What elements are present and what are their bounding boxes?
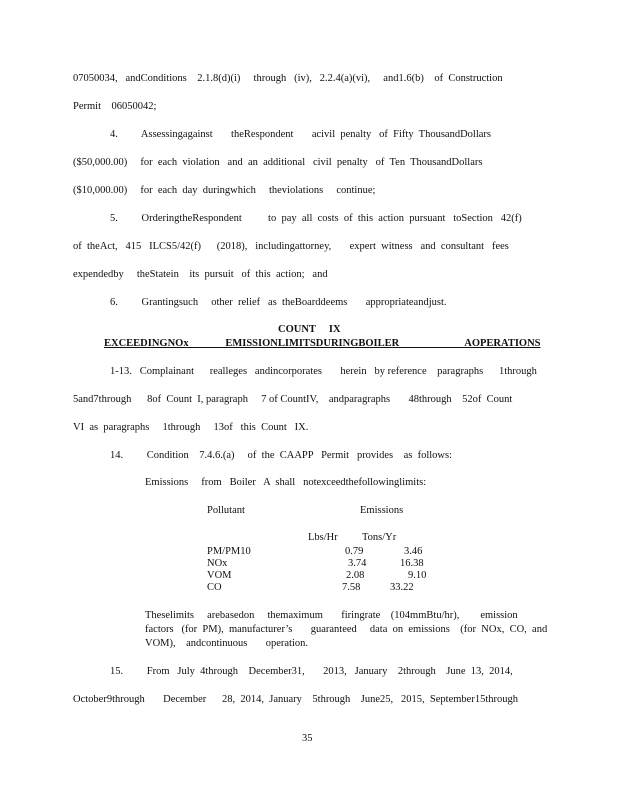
page-number: 35 — [302, 733, 313, 744]
table-cell-pollutant: PM/PM10 — [207, 546, 251, 557]
note-line: factors (for PM), manufacturer’s guaranteed data on emissions (for NOx, CO, and — [145, 624, 548, 635]
table-cell-tons: 16.38 — [400, 558, 424, 569]
table-subheader-lbs: Lbs/Hr — [308, 532, 338, 543]
paragraph-line: VI as paragraphs 1through 13of this Count IX. — [73, 422, 309, 433]
table-cell-pollutant: CO — [207, 582, 222, 593]
paragraph-line: 6. Grantingsuch other relief as theBoarddeems appropriateandjust. — [110, 297, 447, 308]
paragraph-line: Emissions from Boiler A shall notexceedthefollowinglimits: — [145, 477, 427, 488]
paragraph-line: 4. Assessingagainst theRespondent acivil penalty of Fifty ThousandDollars — [110, 129, 491, 140]
table-cell-tons: 33.22 — [390, 582, 414, 593]
paragraph-line: 07050034, andConditions 2.1.8(d)(i) through (iv), 2.2.4(a)(vi), and1.6(b) of Construction — [73, 73, 503, 84]
table-cell-pollutant: NOx — [207, 558, 228, 569]
table-cell-lbs: 7.58 — [342, 582, 361, 593]
note-line: Theselimits arebasedon themaximum firingrate (104mmBtu/hr), emission — [145, 610, 518, 621]
paragraph-line: 15. From July 4through December31, 2013, January 2through June 13, 2014, — [110, 666, 513, 677]
table-cell-lbs: 3.74 — [348, 558, 367, 569]
paragraph-line: 14. Condition 7.4.6.(a) of the CAAPP Permit provides as follows: — [110, 450, 453, 461]
table-cell-tons: 9.10 — [408, 570, 427, 581]
paragraph-line: Permit 06050042; — [73, 101, 157, 112]
table-cell-lbs: 0.79 — [345, 546, 364, 557]
count-subtitle: EXCEEDINGNOx EMISSIONLIMITSDURINGBOILER AOPERATIONS — [104, 338, 541, 349]
paragraph-line: of theAct, 415 ILCS5/42(f) (2018), includingattorney, expert witness and consultant fees — [73, 241, 509, 252]
table-header-emissions: Emissions — [360, 505, 404, 516]
table-cell-tons: 3.46 — [404, 546, 423, 557]
table-header-pollutant: Pollutant — [207, 505, 245, 516]
paragraph-line: 5and7through 8of Count I, paragraph 7 of CountIV, andparagraphs 48through 52of Count — [73, 394, 513, 405]
note-line: VOM), andcontinuous operation. — [145, 638, 309, 649]
count-title: COUNT IX — [278, 324, 341, 335]
table-subheader-tons: Tons/Yr — [362, 532, 397, 543]
paragraph-line: 5. OrderingtheRespondent to pay all costs of this action pursuant toSection 42(f) — [110, 213, 522, 224]
table-cell-pollutant: VOM — [207, 570, 232, 581]
paragraph-line: ($10,000.00) for each day duringwhich theviolations continue; — [73, 185, 376, 196]
table-cell-lbs: 2.08 — [346, 570, 365, 581]
paragraph-line: October9through December 28, 2014, January 5through June25, 2015, September15through — [73, 694, 518, 705]
paragraph-line: 1-13. Complainant realleges andincorporates herein by reference paragraphs 1through — [110, 366, 537, 377]
paragraph-line: expendedby theStatein its pursuit of this action; and — [73, 269, 328, 280]
paragraph-line: ($50,000.00) for each violation and an additional civil penalty of Ten ThousandDollars — [73, 157, 483, 168]
